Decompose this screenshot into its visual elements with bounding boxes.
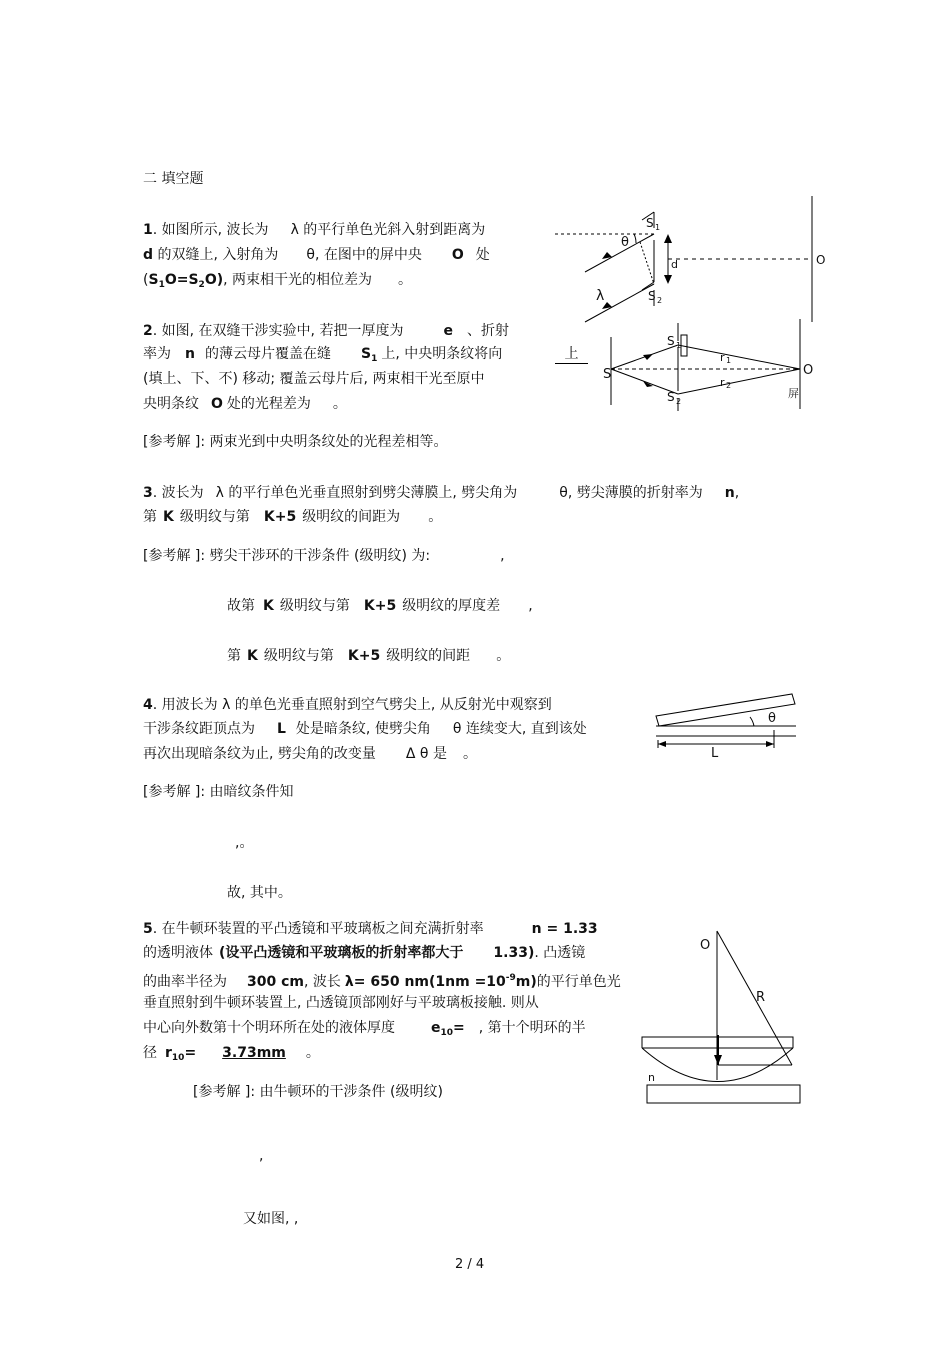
q5-line-5: 中心向外数第十个明环所在处的液体厚度 $e_{10}=$ , 第十个明环的半 — [143, 1020, 586, 1038]
r1-label: r — [720, 351, 725, 364]
s1-label-sub: 1 — [676, 341, 682, 350]
theta-label: θ — [768, 711, 776, 726]
d-label: d — [671, 258, 678, 271]
theta-label: θ — [621, 235, 629, 250]
s2-label: S — [648, 289, 656, 303]
newton-rings-figure — [638, 925, 808, 1110]
ref4-line-1: [参考解 ]: 由牛顿环的干涉条件 (级明纹) — [193, 1084, 443, 1100]
s2-label-sub: 2 — [676, 397, 682, 406]
source-label: S — [603, 367, 612, 382]
radius-r-label: R — [756, 990, 766, 1005]
q1-line-3: $(S_1O=S_2O)$, 两束相干光的相位差为 。 — [143, 272, 413, 290]
ref2-line-3: 第 K 级明纹与第 K+5 级明纹的间距 。 — [227, 648, 511, 664]
double-slit-mica-figure — [595, 315, 825, 415]
q5-line-6: 径 $r_{10}= 3.73mm$ 。 — [143, 1045, 320, 1063]
r2-label: r — [720, 376, 725, 389]
o-label: O — [803, 363, 814, 378]
ref4-line-3: 又如图, , — [243, 1211, 299, 1227]
q5-answer-radius: 3.73mm — [222, 1045, 286, 1061]
s1-label: S — [646, 216, 654, 230]
r2-label-sub: 2 — [726, 381, 732, 390]
center-o-label: O — [700, 938, 711, 953]
q2-line-1: 2. 如图, 在双缝干涉实验中, 若把一厚度为 e 、折射 — [143, 323, 509, 339]
ref2-line-1: [参考解 ]: 劈尖干涉环的干涉条件 (级明纹) 为: , — [143, 548, 505, 564]
ref3-line-3: 故, 其中。 — [227, 885, 292, 901]
q5-line-1: 5. 在牛顿环装置的平凸透镜和平玻璃板之间充满折射率 n = 1.33 — [143, 921, 598, 937]
ref3-line-2: ,。 — [235, 835, 254, 851]
s1-label: S — [667, 334, 675, 348]
q1-line-2: d 的双缝上, 入射角为 θ, 在图中的屏中央 O 处 — [143, 247, 490, 263]
q3-line-2: 第 K 级明纹与第 K+5 级明纹的间距为 。 — [143, 509, 443, 525]
q4-line-3: 再次出现暗条纹为止, 劈尖角的改变量 Δ θ 是 。 — [143, 746, 477, 762]
q4-line-2: 干涉条纹距顶点为 L 处是暗条纹, 使劈尖角 θ 连续变大, 直到该处 — [143, 721, 587, 737]
s2-label: S — [667, 390, 675, 404]
screen-label: 屏 — [788, 387, 799, 400]
lambda-label: λ — [596, 288, 605, 304]
q2-line-4: 央明条纹 O 处的光程差为 。 — [143, 396, 347, 412]
ref3-line-1: [参考解 ]: 由暗纹条件知 — [143, 784, 294, 800]
o-label: O — [816, 253, 826, 267]
q2-answer-up: 上 — [555, 345, 588, 364]
q5-line-4: 垂直照射到牛顿环装置上, 凸透镜顶部刚好与平玻璃板接触. 则从 — [143, 995, 539, 1011]
n-label: n — [648, 1071, 655, 1084]
q2-line-2: 率为 n 的薄云母片覆盖在缝 $S_1$ 上, 中央明条纹将向 — [143, 346, 503, 364]
q1-line-1: 1. 如图所示, 波长为 λ 的平行单色光斜入射到距离为 — [143, 222, 486, 238]
air-wedge-figure — [650, 690, 800, 760]
page-number: 2 / 4 — [455, 1257, 485, 1272]
s2-label-sub: 2 — [657, 296, 663, 305]
q4-line-1: 4. 用波长为 λ 的单色光垂直照射到空气劈尖上, 从反射光中观察到 — [143, 697, 552, 713]
section-title: 二 填空题 — [143, 171, 204, 187]
s1-label-sub: 1 — [655, 223, 661, 232]
q3-line-1: 3. 波长为 λ 的平行单色光垂直照射到劈尖薄膜上, 劈尖角为 θ, 劈尖薄膜的折射率为 n, — [143, 485, 740, 501]
q5-line-2: 的透明液体 (设平凸透镜和平玻璃板的折射率都大于 1.33). 凸透镜 — [143, 945, 586, 961]
q5-line-3: 的曲率半径为 300 cm, 波长 λ= 650 $nm(1nm =10^{-9}m)$的平行单色光 — [143, 973, 621, 990]
ref2-line-2: 故第 K 级明纹与第 K+5 级明纹的厚度差 , — [227, 598, 533, 614]
r1-label-sub: 1 — [726, 356, 732, 365]
reference-answer-1: [参考解 ]: 两束光到中央明条纹处的光程差相等。 — [143, 434, 448, 450]
length-label: L — [711, 746, 719, 760]
double-slit-oblique-figure — [550, 190, 835, 330]
q2-line-3: (填上、下、不) 移动; 覆盖云母片后, 两束相干光至原中 — [143, 371, 485, 387]
ref4-line-2: , — [259, 1148, 264, 1164]
